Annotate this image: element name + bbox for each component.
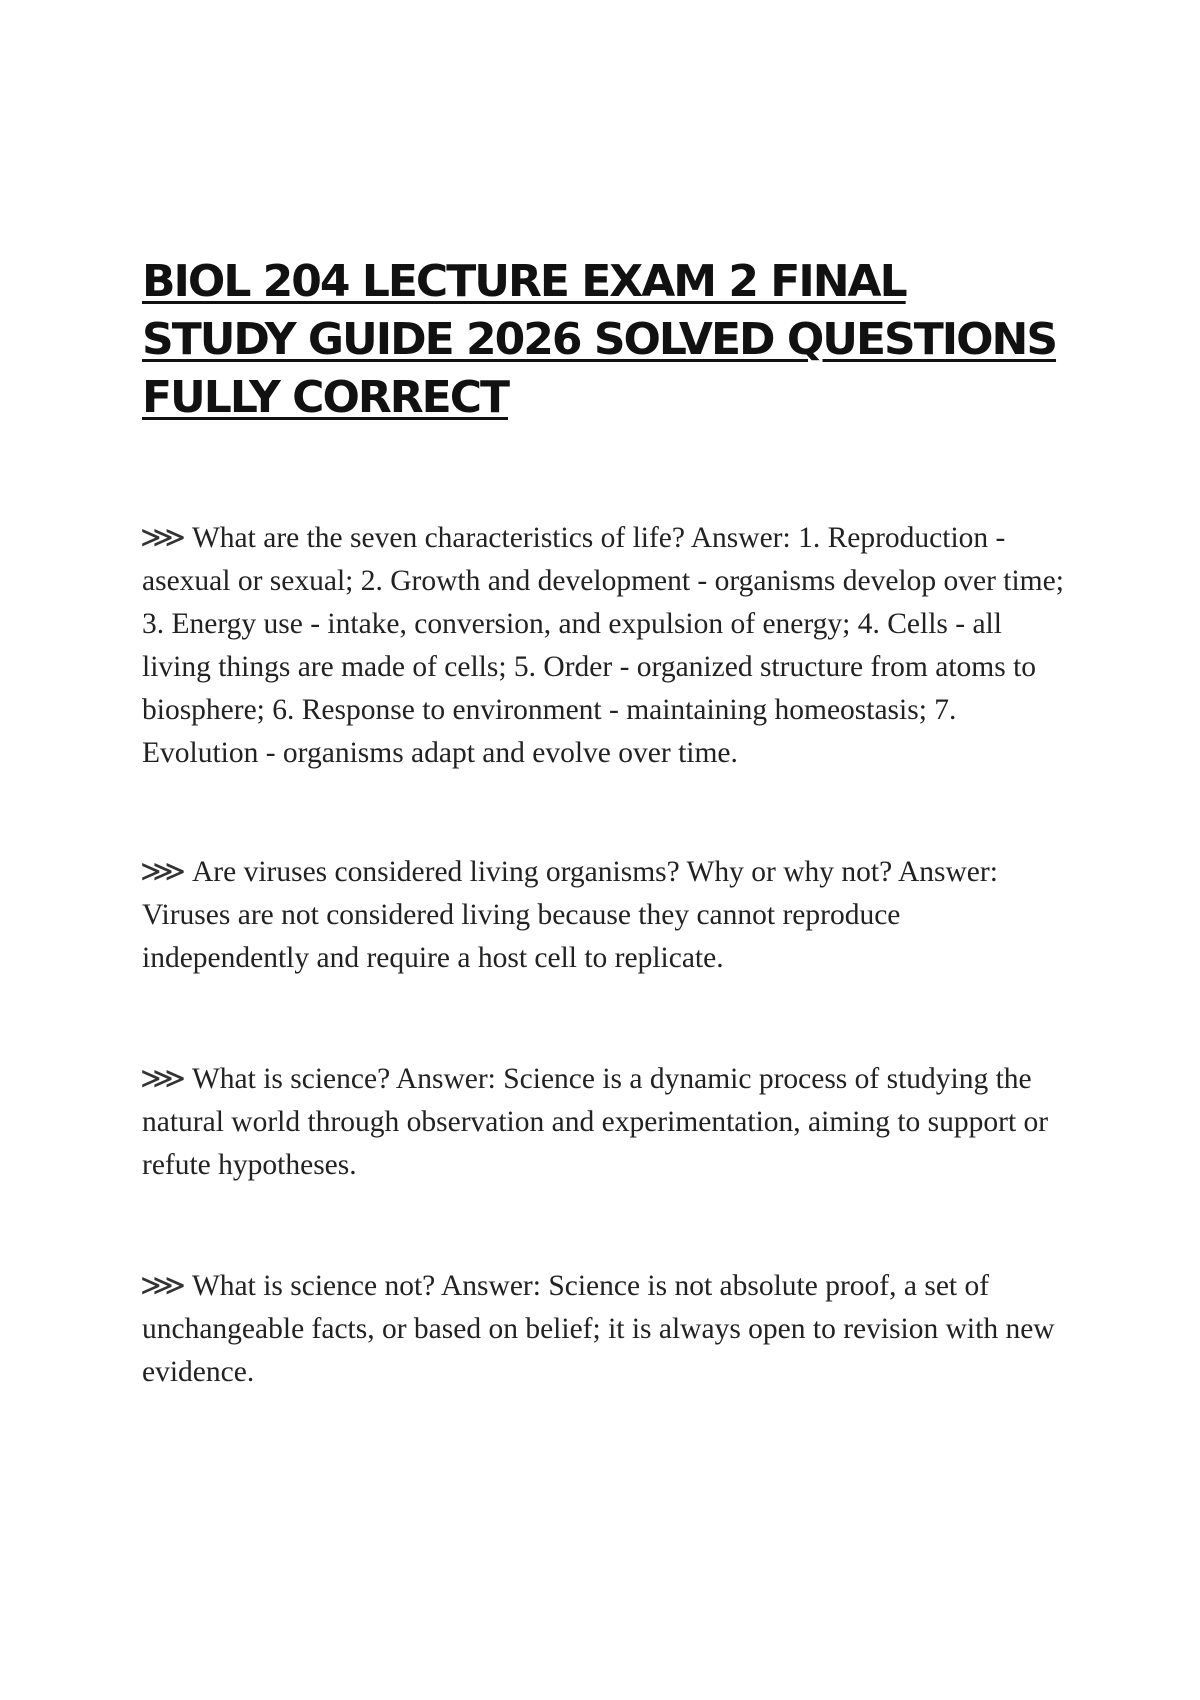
- document-title: BIOL 204 LECTURE EXAM 2 FINAL STUDY GUIDE 2026 SOLVED QUESTIONS FULLY CORRECT: [142, 256, 1057, 423]
- bullet-arrow-icon: ⋙: [139, 1063, 187, 1095]
- bullet-arrow-icon: ⋙: [139, 522, 187, 554]
- bullet-arrow-icon: ⋙: [139, 1270, 187, 1302]
- qa-text: What is science not? Answer: Science is not absolute proof, a set of unchangeable facts, or based on belief; it is always open to revision with new evidence.: [142, 1270, 1055, 1388]
- bullet-arrow-icon: ⋙: [139, 856, 187, 888]
- qa-item: [139, 851, 1072, 980]
- qa-text: Are viruses considered living organisms? Why or why not? Answer: Viruses are not considered living because they cannot reproduce independently and require a host cell to replicate.: [142, 856, 998, 974]
- qa-item: [139, 1265, 1072, 1394]
- qa-text: What are the seven characteristics of life? Answer: 1. Reproduction - asexual or sexual; 2. Growth and development - organisms develop over time; 3. Energy use - intake, conversion, and expulsion of energy; 4. Cells - all living things are made of cells; 5. Order - organized structure from atoms to biosphere; 6. Response to environment - maintaining homeostasis; 7. Evolution - organisms adapt and evolve over time.: [142, 522, 1064, 769]
- qa-item: [139, 1058, 1072, 1187]
- qa-item: [139, 517, 1072, 775]
- qa-text: What is science? Answer: Science is a dynamic process of studying the natural world through observation and experimentation, aiming to support or refute hypotheses.: [142, 1063, 1049, 1181]
